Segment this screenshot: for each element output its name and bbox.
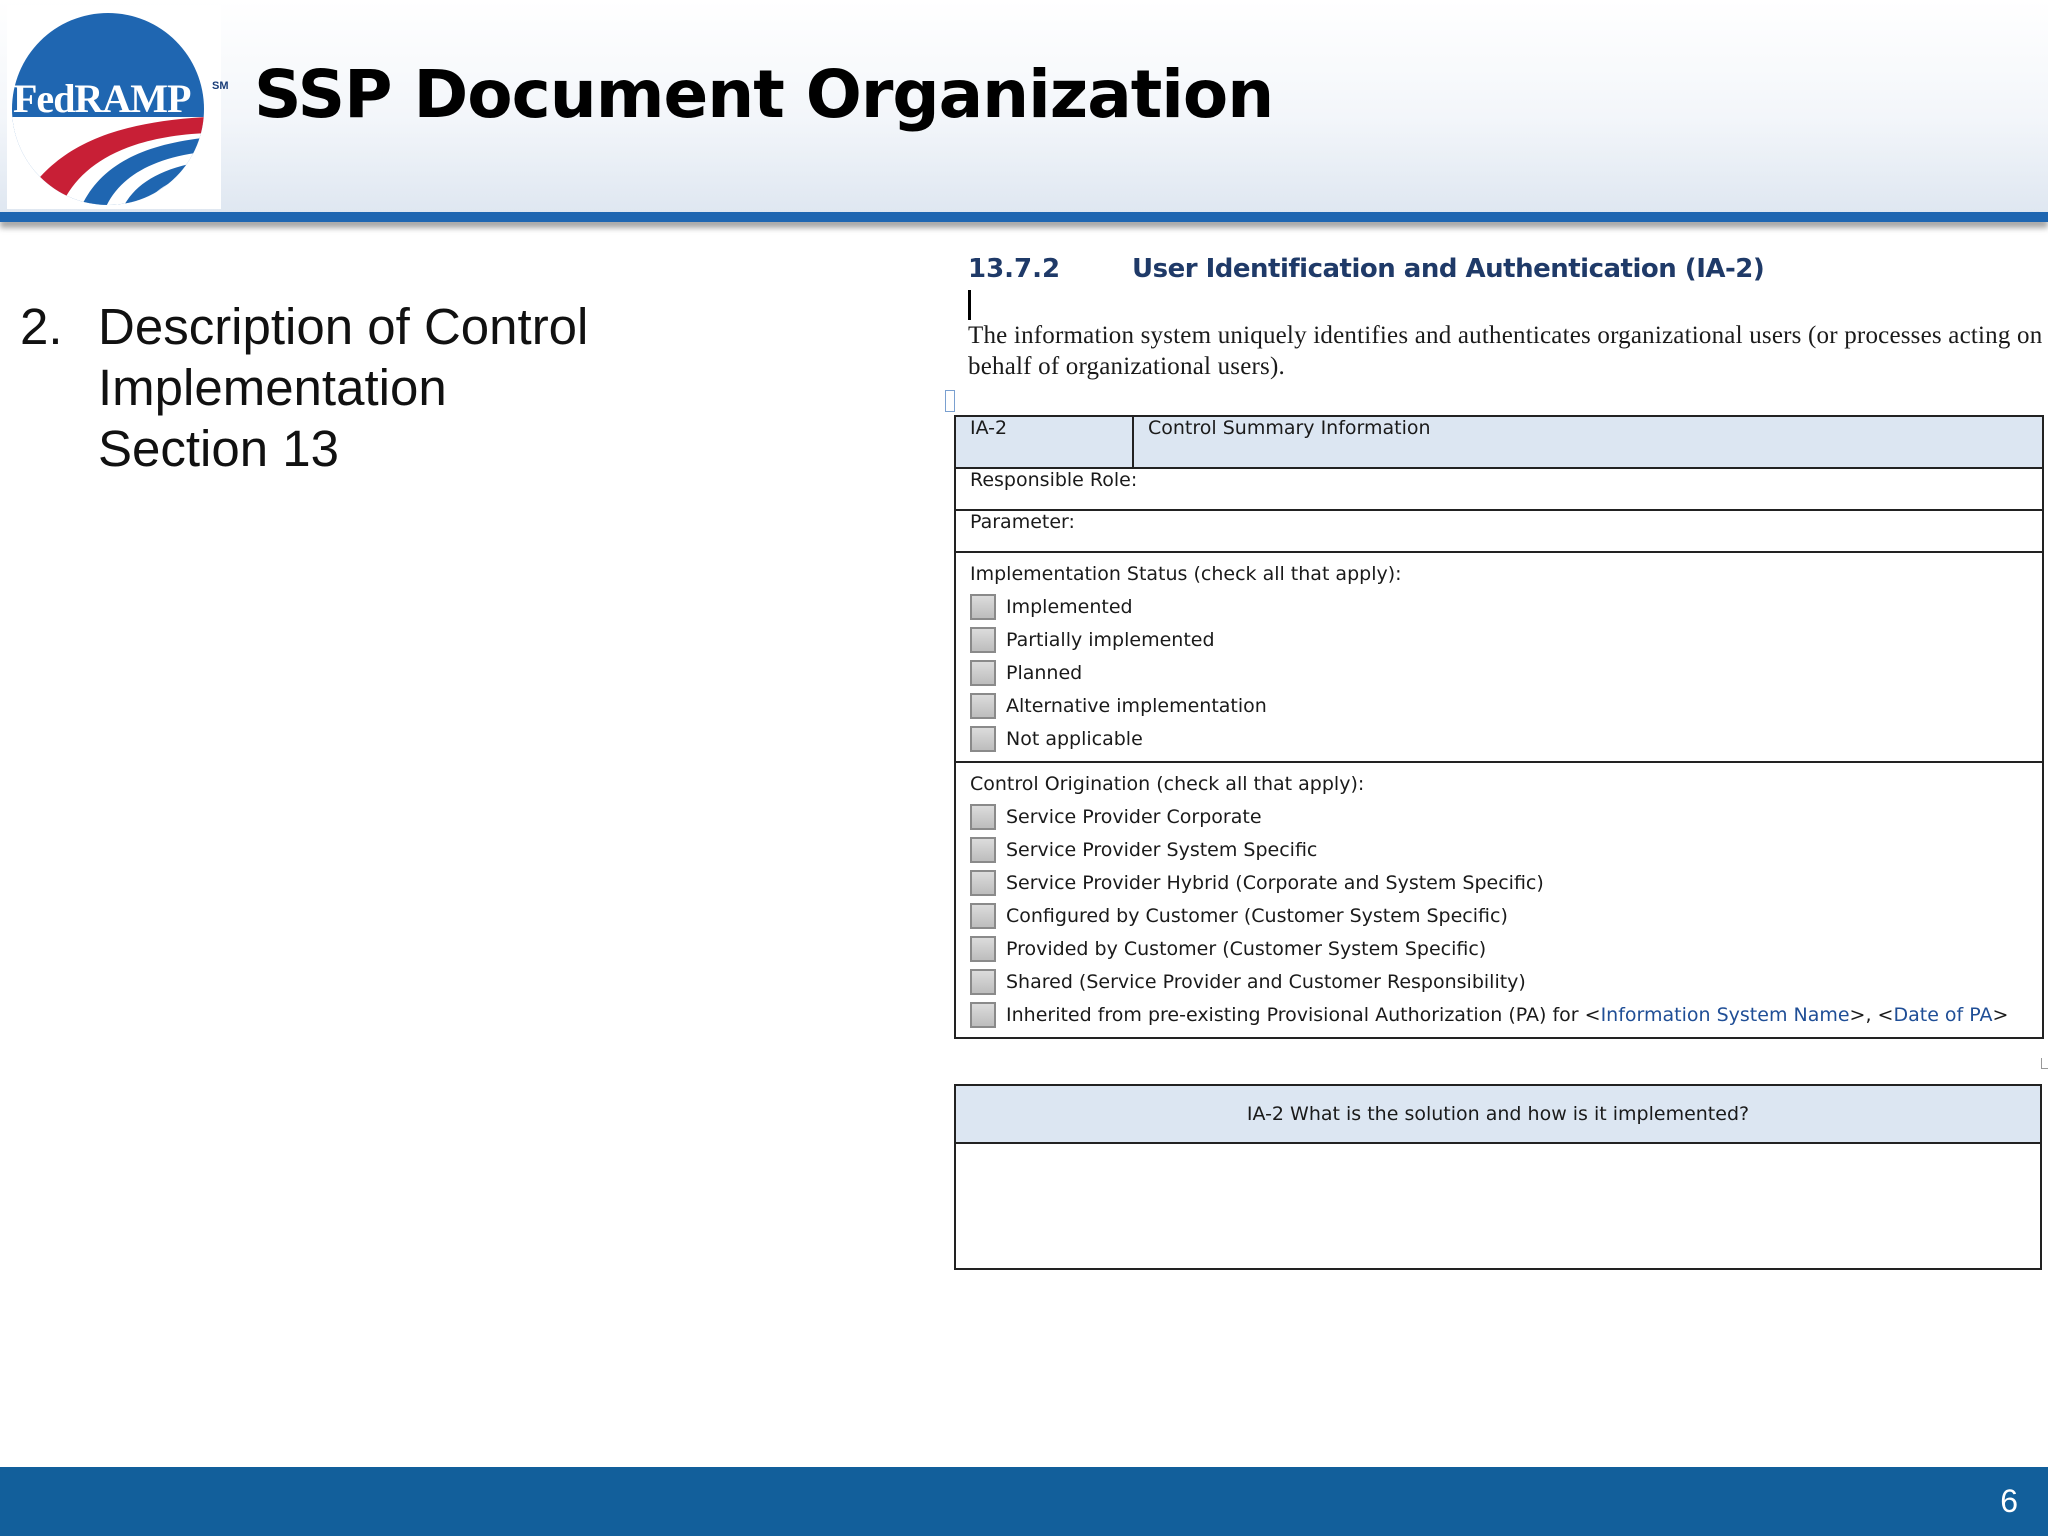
inherited-suffix: >: [1992, 1003, 2009, 1026]
solution-header-row: [955, 1085, 2041, 1143]
option-label: Planned: [1006, 661, 1083, 684]
logo-wordmark: FedRAMP: [13, 76, 191, 121]
checkbox[interactable]: [970, 627, 996, 653]
list-line-1: Description of Control: [98, 298, 589, 355]
list-number: 2.: [20, 298, 63, 355]
origination-option-inherited: [970, 998, 2028, 1031]
header-divider: [0, 212, 2048, 222]
checkbox[interactable]: [970, 594, 996, 620]
option-label: Shared (Service Provider and Customer Responsibility): [1006, 970, 1526, 993]
option-label: Not applicable: [1006, 727, 1143, 750]
logo-service-mark: SM: [212, 80, 229, 92]
implementation-status-cell: [955, 552, 2043, 762]
option-label: Provided by Customer (Customer System Specific): [1006, 937, 1487, 960]
option-label: Implemented: [1006, 595, 1133, 618]
fedramp-logo: [7, 5, 229, 209]
inherited-prefix: Inherited from pre-existing Provisional Authorization (PA) for <: [1006, 1003, 1601, 1026]
status-option-partially-implemented: [970, 623, 2028, 656]
list-line-3: Section 13: [98, 420, 340, 477]
solution-body-cell[interactable]: [955, 1143, 2041, 1269]
checkbox[interactable]: [970, 936, 996, 962]
slide-footer: [0, 1467, 2048, 1536]
document-excerpt: [940, 240, 2048, 1280]
origination-option-sp-corporate: [970, 800, 2028, 833]
control-origination-row: [955, 762, 2043, 1038]
parameter-row: [955, 510, 2043, 552]
solution-header-cell: IA-2 What is the solution and how is it implemented?: [955, 1085, 2041, 1143]
origination-option-shared: [970, 965, 2028, 998]
text-cursor: [968, 290, 971, 320]
option-label: Service Provider Corporate: [1006, 805, 1262, 828]
checkbox[interactable]: [970, 660, 996, 686]
implementation-status-row: [955, 552, 2043, 762]
section-title: User Identification and Authentication (IA-2): [1132, 254, 1765, 284]
section-body-text: The information system uniquely identifies and authenticates organizational users (or processes acting on behalf of organizational users).: [968, 322, 2043, 380]
control-id-cell: IA-2: [955, 416, 1133, 468]
checkbox[interactable]: [970, 804, 996, 830]
option-label: Partially implemented: [1006, 628, 1215, 651]
section-number: 13.7.2: [968, 254, 1061, 284]
checkbox[interactable]: [970, 726, 996, 752]
slide-header: [0, 0, 2048, 212]
option-label: Configured by Customer (Customer System Specific): [1006, 904, 1508, 927]
option-label: Alternative implementation: [1006, 694, 1267, 717]
status-option-implemented: [970, 590, 2028, 623]
control-summary-table: [954, 415, 2044, 1039]
parameter-cell[interactable]: Parameter:: [955, 510, 2043, 552]
table-anchor-icon: [945, 390, 955, 412]
option-label: Service Provider Hybrid (Corporate and System Specific): [1006, 871, 1544, 894]
control-origination-cell: [955, 762, 2043, 1038]
origination-option-provided-by-customer: [970, 932, 2028, 965]
control-origination-label: Control Origination (check all that apply):: [970, 773, 1365, 795]
control-summary-header-row: [955, 416, 2043, 468]
solution-table: [954, 1084, 2042, 1270]
option-label: [1006, 1004, 2008, 1026]
implementation-status-label: Implementation Status (check all that apply):: [970, 563, 1402, 585]
responsible-role-row: [955, 468, 2043, 510]
system-name-placeholder[interactable]: Information System Name: [1600, 1003, 1850, 1026]
checkbox[interactable]: [970, 837, 996, 863]
checkbox[interactable]: [970, 969, 996, 995]
control-summary-header-cell: Control Summary Information: [1133, 416, 2043, 468]
checkbox[interactable]: [970, 870, 996, 896]
checkbox[interactable]: [970, 1002, 996, 1028]
checkbox[interactable]: [970, 903, 996, 929]
origination-option-sp-hybrid: [970, 866, 2028, 899]
responsible-role-cell[interactable]: Responsible Role:: [955, 468, 2043, 510]
inherited-middle: >, <: [1849, 1003, 1894, 1026]
row-end-marker: [2041, 1058, 2048, 1069]
status-option-alternative: [970, 689, 2028, 722]
list-item-text: [98, 296, 588, 479]
slide-title: SSP Document Organization: [254, 56, 1274, 133]
origination-option-sp-system: [970, 833, 2028, 866]
status-option-not-applicable: [970, 722, 2028, 755]
checkbox[interactable]: [970, 693, 996, 719]
status-option-planned: [970, 656, 2028, 689]
solution-body-row: [955, 1143, 2041, 1269]
option-label: Service Provider System Specific: [1006, 838, 1318, 861]
page-number: 6: [2000, 1483, 2018, 1519]
origination-option-configured-by-customer: [970, 899, 2028, 932]
date-of-pa-placeholder[interactable]: Date of PA: [1893, 1003, 1993, 1026]
list-line-2: Implementation: [98, 359, 447, 416]
